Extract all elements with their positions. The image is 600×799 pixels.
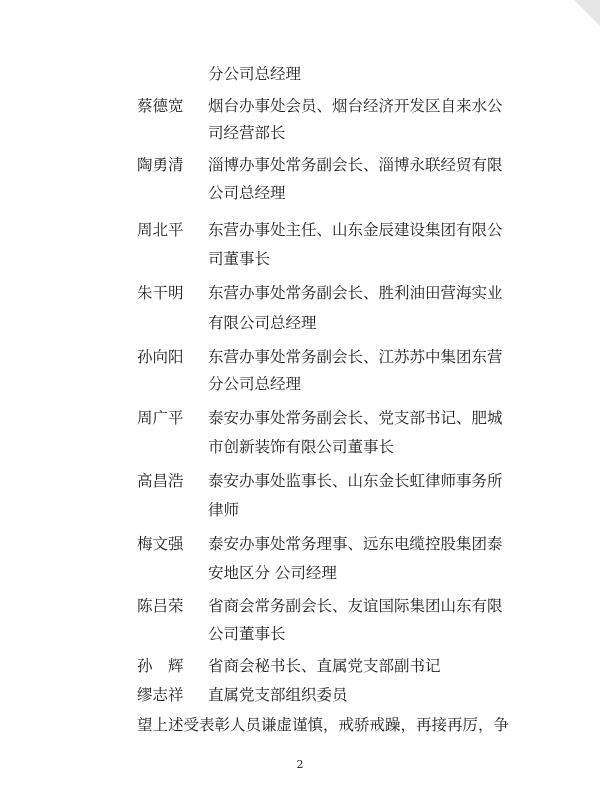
- entry-line: 公司总经理: [208, 184, 286, 202]
- entry-line: 东营办事处常务副会长、胜利油田营海实业: [208, 284, 503, 302]
- entry-line: 有限公司总经理: [208, 314, 317, 332]
- entry-line: 泰安办事处常务理事、远东电缆控股集团泰: [208, 535, 503, 553]
- entry-line: 司董事长: [208, 250, 271, 268]
- entry-line: 安地区分 公司经理: [208, 564, 337, 582]
- entry-name: 蔡德宽: [137, 97, 184, 115]
- entry-line: 省商会常务副会长、友谊国际集团山东有限: [208, 597, 503, 615]
- entry-name: 周北平: [137, 221, 184, 239]
- entry-line: 司经营部长: [208, 124, 286, 142]
- page-fold: [574, 0, 600, 26]
- entry-line: 省商会秘书长、直属党支部副书记: [208, 657, 441, 675]
- entry-line: 泰安办事处常务副会长、党支部书记、肥城: [208, 409, 503, 427]
- page-number: 2: [296, 758, 304, 771]
- entry-name: 孙 辉: [137, 657, 184, 675]
- entry-line: 烟台办事处会员、烟台经济开发区自来水公: [208, 97, 503, 115]
- entry-line: 淄博办事处常务副会长、淄博永联经贸有限: [208, 156, 503, 174]
- entry-name: 梅文强: [137, 535, 184, 553]
- entry-line: 泰安办事处监事长、山东金长虹律师事务所: [208, 472, 503, 490]
- entry-line: 公司董事长: [208, 625, 286, 643]
- entry-name: 高昌浩: [137, 472, 184, 490]
- entry-name: 陶勇清: [137, 156, 184, 174]
- entry-line: 律师: [208, 501, 240, 519]
- entry-name: 周广平: [137, 409, 184, 427]
- entry-line: 东营办事处常务副会长、江苏苏中集团东营: [208, 348, 503, 366]
- entry-name: 朱干明: [137, 284, 184, 302]
- entry-line: 东营办事处主任、山东金辰建设集团有限公: [208, 221, 503, 239]
- entry-line: 直属党支部组织委员: [208, 686, 348, 704]
- lead-line: 分公司总经理: [208, 65, 302, 83]
- entry-line: 市创新装饰有限公司董事长: [208, 438, 395, 456]
- closing-line: 望上述受表彰人员谦虚谨慎，戒骄戒躁，再接再厉，争: [137, 716, 510, 734]
- entry-line: 分公司总经理: [208, 375, 302, 393]
- entry-name: 缪志祥: [137, 686, 184, 704]
- entry-name: 孙向阳: [137, 348, 184, 366]
- entry-name: 陈吕荣: [137, 597, 184, 615]
